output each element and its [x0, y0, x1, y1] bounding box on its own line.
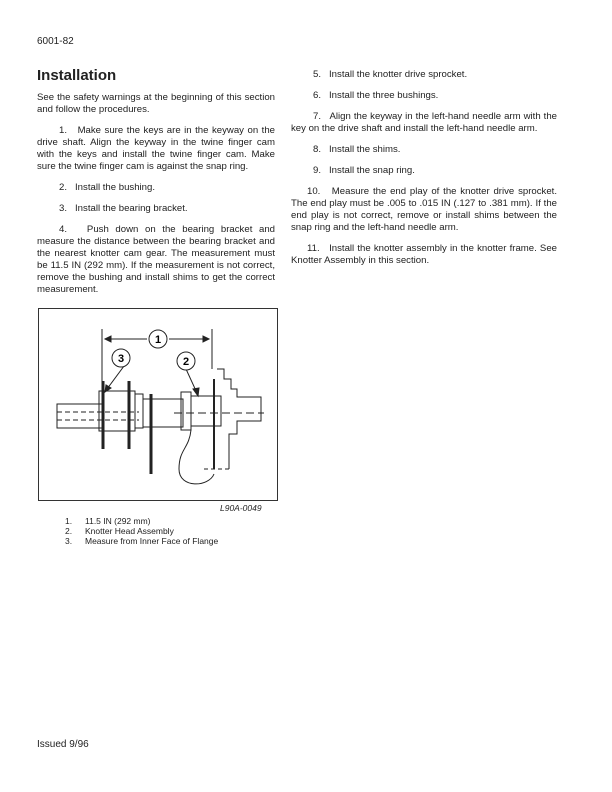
page-number: 6001-82: [37, 36, 74, 47]
knotter-diagram: [38, 308, 278, 501]
step-9: 9. Install the snap ring.: [313, 165, 415, 176]
intro-text: See the safety warnings at the beginning of this section and follow the procedures.: [37, 92, 275, 115]
step-6: 6. Install the three bushings.: [313, 90, 439, 101]
step-2: 2. Install the bushing.: [59, 182, 156, 193]
right-column: [291, 69, 557, 276]
knotter-illustration: [39, 309, 277, 500]
step-4: 4. Push down on the bearing bracket and measure the distance between the bearing bracket and the nearest knotter cam gear. The measurement must be 11.5 IN (292 mm). If the measurement is not correct, remove the bushing and install shims to get the correct measurement.: [37, 224, 275, 295]
figure-legend: [65, 516, 218, 546]
step-3: 3. Install the bearing bracket.: [59, 203, 188, 214]
callout-3: 3: [117, 353, 125, 365]
step-11: 11. Install the knotter assembly in the knotter frame. See Knotter Assembly in this section.: [291, 243, 558, 266]
left-column: [37, 67, 276, 305]
legend-item: 1. 11.5 IN (292 mm): [65, 516, 151, 526]
section-title: Installation: [37, 67, 117, 84]
step-10: 10. Measure the end play of the knotter drive sprocket. The end play must be .005 to .015 IN (.127 to .381 mm). If the end play is not correct, remove or install shims between the snap ring and the left-hand needle arm.: [291, 186, 557, 233]
footer-issued: Issued 9/96: [37, 739, 89, 750]
step-8: 8. Install the shims.: [313, 144, 401, 155]
step-5: 5. Install the knotter drive sprocket.: [313, 69, 468, 80]
callout-2: 2: [182, 356, 190, 368]
figure-id: L90A-0049: [220, 503, 262, 513]
callout-1: 1: [154, 334, 162, 346]
legend-item: 3. Measure from Inner Face of Flange: [65, 536, 219, 546]
step-7: 7. Align the keyway in the left-hand needle arm with the key on the drive shaft and install the left-hand needle arm.: [291, 111, 557, 134]
step-1: 1. Make sure the keys are in the keyway on the drive shaft. Align the keyway in the twine finger cam with the keys and install the twine finger cam. Make sure the twine finger cam is against the snap ring.: [37, 125, 276, 172]
legend-item: 2. Knotter Head Assembly: [65, 526, 174, 536]
